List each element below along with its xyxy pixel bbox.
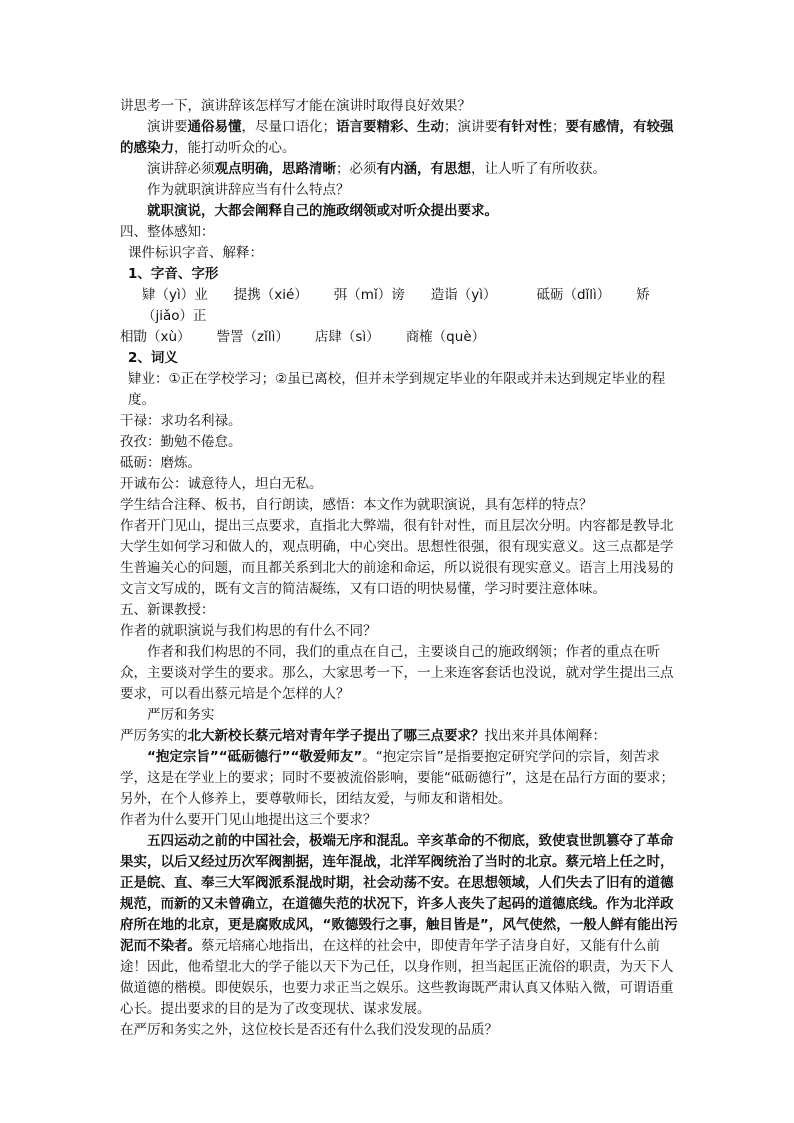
para-speech-requirements: 演讲要通俗易懂，尽量口语化；语言要精彩、生动；演讲要有针对性；要有感情，有较强的感染力，能打动听众的心。 [120, 119, 674, 156]
para-three-requirements-answer: “抱定宗旨”“砥砺德行”“敬爱师友”。“抱定宗旨”是指要抱定研究学问的宗旨，刻苦求学，这是在学业上的要求；同时不要被流俗影响，要能“砥砺德行”，这是在品行方面的要求；另外，在个人修养上，要尊敬师长，团结友爱，与师友和谐相处。 [120, 749, 674, 807]
para-question-other-qualities: 在严厉和务实之外，这位校长是否还有什么我们没发现的品质？ [120, 1022, 498, 1038]
definition-dili: 砥砺：磨炼。 [120, 455, 201, 471]
definition-zizi: 孜孜：勤勉不倦怠。 [120, 434, 242, 450]
heading-section-four: 四、整体感知： [120, 224, 215, 240]
para-strict-practical: 严厉和务实 [147, 707, 215, 723]
para-question-why: 作者为什么要开门见山地提出这三个要求？ [120, 812, 377, 828]
vocab-item: 肄（yì）业 [142, 287, 208, 303]
definition-yiye: 肄业：①正在学校学习；②虽已离校，但并未学到规定毕业的年限或并未达到规定毕业的程度。 [128, 371, 666, 408]
definition-kaicheng: 开诚布公：诚意待人，坦白无私。 [120, 476, 323, 492]
para-historical-context: 五四运动之前的中国社会，极端无序和混乱。辛亥革命的不彻底，致使袁世凯篡夺了革命果实，以后又经过历次军阀割据，连年混战，北洋军阀统治了当时的北京。蔡元培上任之时，正是皖、直、奉三大军阀派系混战时期，社会动荡不安。在思想领域，人们失去了旧有的道德规范，而新的又未曾确立，在道德失范的状况下，许多人丧失了起码的道德底线。作为北洋政府所在地的北京，更是腐败成风，“败德毁行之事，触目皆是”，风气使然，一般人鲜有能出污泥而不染者。蔡元培痛心地指出，在这样的社会中，即使青年学子洁身自好，又能有什么前途！因此，他希望北大的学子能以天下为己任，以身作则，担当起匡正流俗的职责，为天下人做道德的楷模。即使娱乐，也要力求正当之娱乐。这些教诲既严肃认真又体贴入微，可谓语重心长。提出要求的目的是为了改变现状、谋求发展。 [120, 833, 678, 1017]
para-inaugural-answer: 就职演说，大都会阐释自己的施政纲领或对听众提出要求。 [147, 203, 498, 219]
heading-meaning: 2、词义 [128, 350, 178, 366]
document-page [120, 96, 680, 1041]
para-courseware: 课件标识字音、解释： [128, 245, 263, 261]
vocab-item: 矫（jiǎo）正 [142, 287, 650, 324]
definition-ganlu: 干禄：求功名利禄。 [120, 413, 242, 429]
vocab-item: 弭（mǐ）谤 [333, 287, 405, 303]
para-author-analysis: 作者开门见山，提出三点要求，直指北大弊端，很有针对性，而且层次分明。内容都是教导北大学生如何学习和做人的，观点明确，中心突出。思想性很强，很有现实意义。这三点都是学生普遍关心的问题，而且都关系到北大的前途和命运，所以说很有现实意义。语言上用浅易的文言文写成的，既有文言的简洁凝练，又有口语的明快易懂，学习时要注意体味。 [120, 518, 674, 597]
vocab-item: 砥砺（dǐlì） [536, 287, 611, 303]
vocab-item: 造诣（yì） [430, 287, 497, 303]
para-student-reading: 学生结合注释、板书，自行朗读，感悟：本文作为就职演说，具有怎样的特点？ [120, 497, 593, 513]
para-question-inaugural: 作为就职演讲辞应当有什么特点？ [147, 182, 350, 198]
vocab-item: 提携（xié） [233, 287, 308, 303]
vocab-line-1 [120, 285, 680, 327]
vocab-item: 相勖（xù） [120, 329, 191, 345]
para-question-speech: 讲思考一下，演讲辞该怎样写才能在演讲时取得良好效果？ [120, 98, 471, 114]
vocab-line-2 [120, 327, 680, 348]
para-question-difference: 作者的就职演说与我们构思的有什么不同？ [120, 623, 377, 639]
vocab-item: 商榷（què） [405, 329, 486, 345]
vocab-item: 訾詈（zǐlì） [216, 329, 289, 345]
para-difference-answer: 作者和我们构思的不同，我们的重点在自己，主要谈自己的施政纲领；作者的重点在听众，主要谈对学生的要求。那么，大家思考一下，一上来连客套话也没说，就对学生提出三点要求，可以看出蔡元培是个怎样的人？ [120, 644, 674, 702]
vocab-item: 店肆（sì） [314, 329, 380, 345]
para-three-requirements-question: 严厉务实的北大新校长蔡元培对青年学子提出了哪三点要求？找出来并具体阐释： [120, 728, 606, 744]
heading-pronunciation: 1、字音、字形 [128, 266, 219, 282]
heading-section-five: 五、新课教授： [120, 602, 215, 618]
para-speech-clarity: 演讲辞必须观点明确，思路清晰；必须有内涵，有思想，让人听了有所收获。 [147, 161, 606, 177]
